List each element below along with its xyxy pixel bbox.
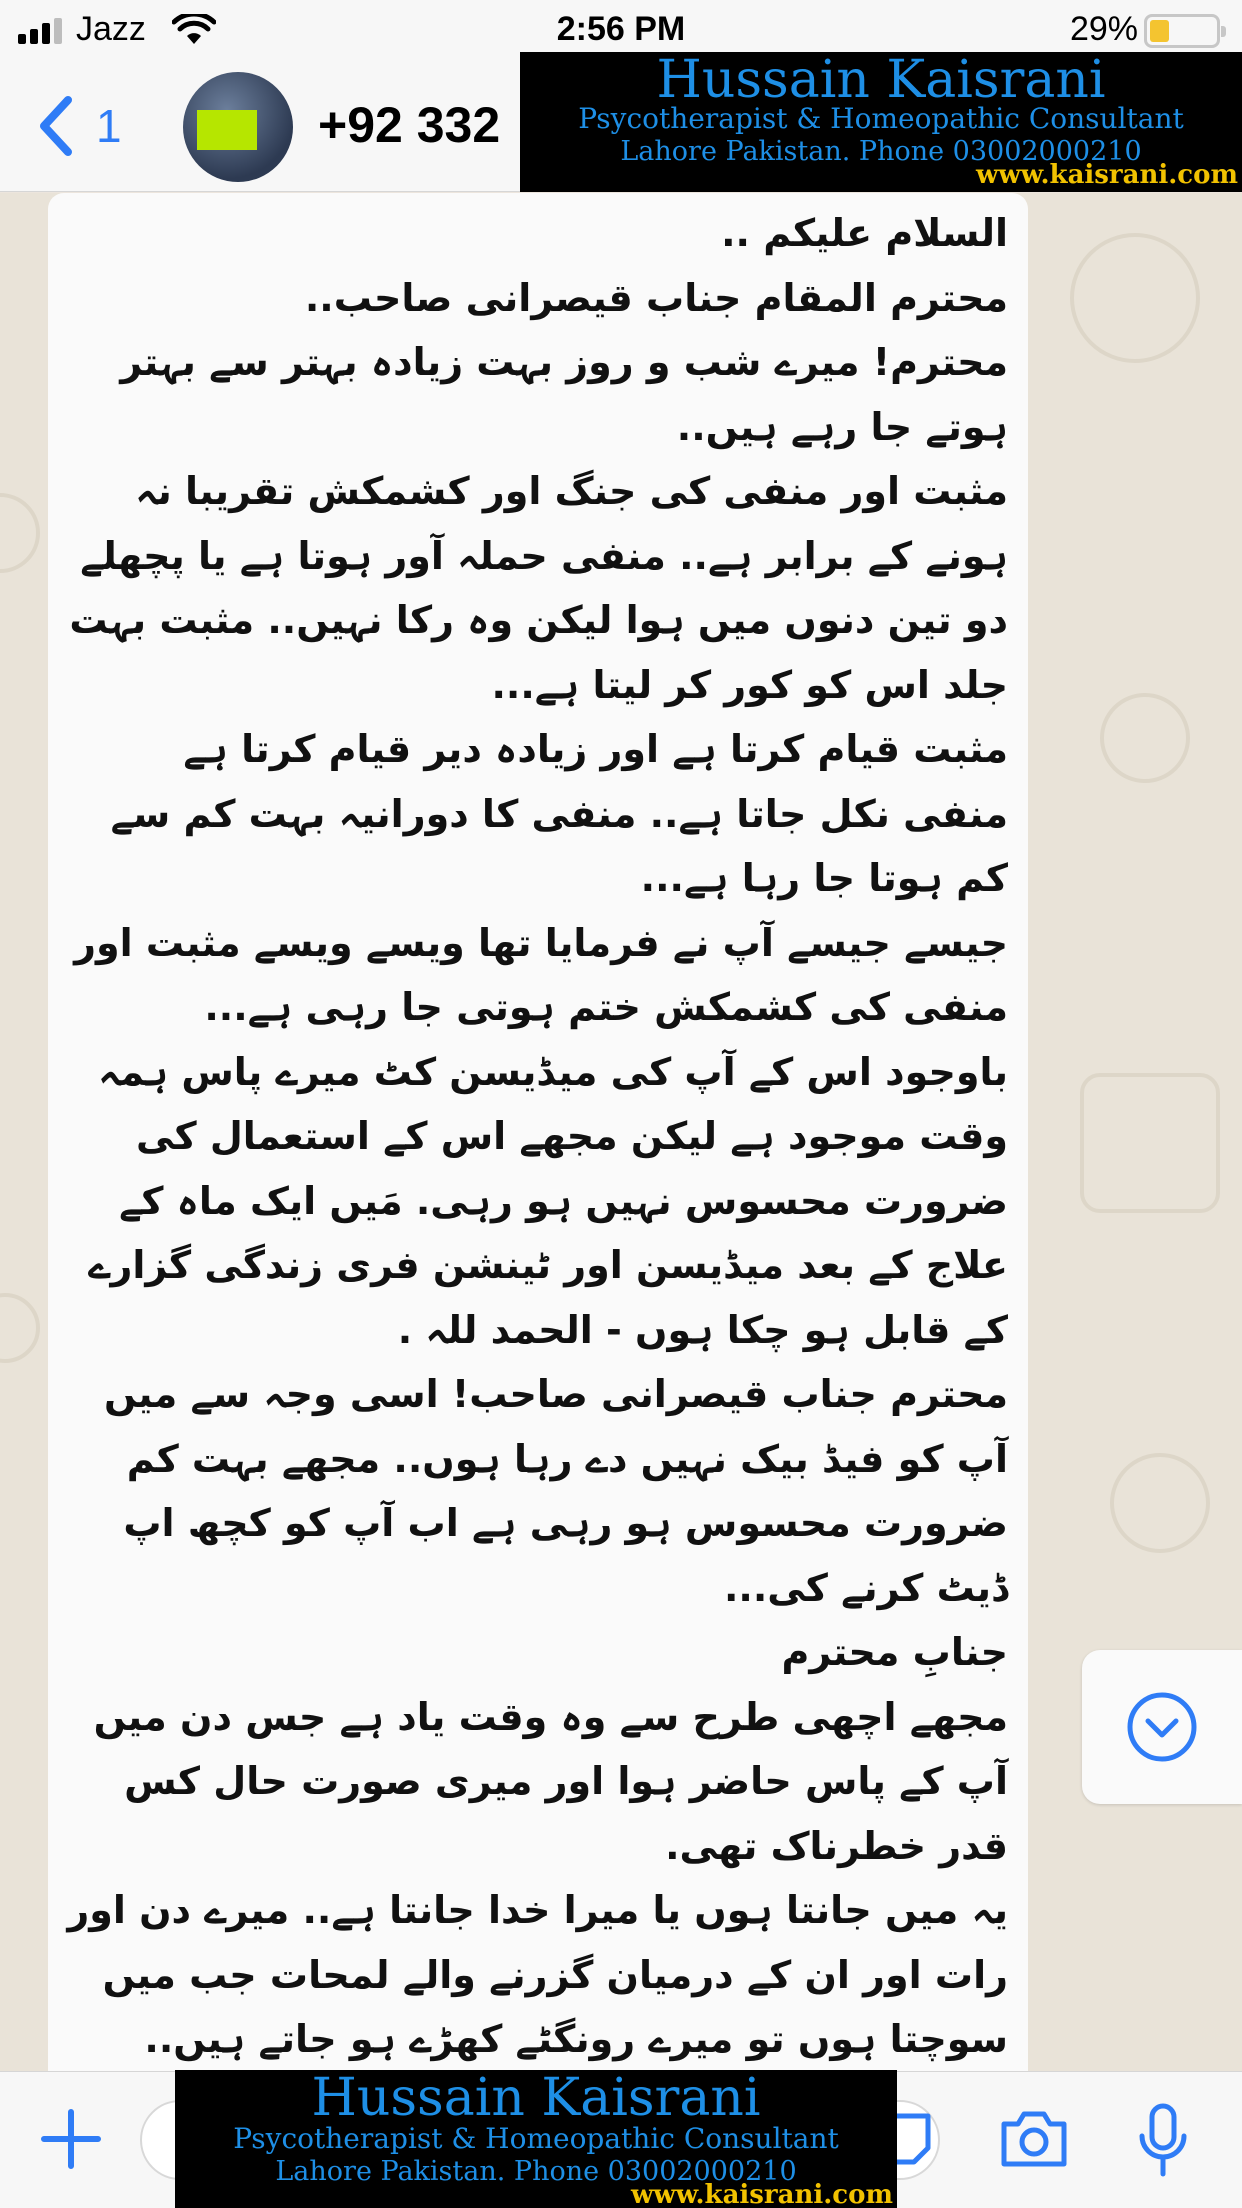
chevron-left-icon (36, 94, 76, 158)
chevron-down-circle-icon (1125, 1690, 1199, 1764)
message-line: باوجود اس کے آپ کی میڈیسن کٹ میرے پاس ہمہ وقت موجود ہے لیکن مجھے اس کے استعمال کی ضرورت محسوس نہیں ہو رہی. مَیں ایک ماہ کے علاج کے بعد میڈیسن اور ٹینشن فری زندگی گزارے کے قابل ہو چکا ہوں - الحمد للہ . (88, 1049, 1008, 1352)
chat-area[interactable] (0, 193, 1242, 2071)
message-line: یہ میں جانتا ہوں یا میرا خدا جانتا ہے.. میرے دن اور رات اور ان کے درمیان گزرنے والے لمحات جب میں سوچتا ہوں تو میرے رونگٹے کھڑے ہو جاتے ہیں.. (67, 1888, 1008, 2061)
message-line: محترم! میرے شب و روز بہت زیادہ بہتر سے بہتر ہوتے جا رہے ہیں.. (120, 340, 1008, 449)
message-line: جیسے جیسے آپ نے فرمایا تھا ویسے ویسے مثبت اور منفی کی کشمکش ختم ہوتی جا رہی ہے... (74, 920, 1008, 1029)
message-line: مثبت اور منفی کی جنگ اور کشمکش تقریبا نہ ہونے کے برابر ہے.. منفی حملہ آور ہوتا ہے یا پچھلے دو تین دنوں میں ہوا لیکن وہ رکا نہیں.. مثبت بہت جلد اس کو کور کر لیتا ہے... (69, 469, 1008, 707)
message-line: محترم جناب قیصرانی صاحب! اسی وجہ سے میں آپ کو فیڈ بیک نہیں دے رہا ہوں.. مجھے بہت کم ضرورت محسوس ہو رہی ہے اب آپ کو کچھ اپ ڈیٹ کرنے کی... (103, 1372, 1008, 1610)
status-bar (0, 0, 1242, 60)
wallpaper-doodle (1070, 233, 1200, 363)
wallpaper-doodle (1110, 1453, 1210, 1553)
watermark-location: Lahore Pakistan. Phone 03002000210 (620, 136, 1142, 167)
wallpaper-doodle (1080, 1073, 1220, 1213)
message-bubble[interactable] (48, 193, 1028, 2071)
wallpaper-doodle (0, 493, 40, 573)
scroll-to-bottom-button[interactable] (1082, 1650, 1242, 1804)
status-time: 2:56 PM (556, 10, 686, 48)
battery-level (1150, 20, 1169, 42)
message-text (66, 201, 1008, 2071)
camera-icon[interactable] (998, 2108, 1070, 2170)
watermark-banner-top (520, 52, 1242, 192)
battery-percent: 29% (1069, 10, 1138, 48)
contact-avatar[interactable] (183, 72, 293, 182)
watermark-url: www.kaisrani.com (975, 160, 1238, 190)
plus-icon[interactable] (40, 2108, 102, 2170)
message-line: جنابِ محترم (781, 1630, 1008, 1674)
watermark-title: Psycotherapist & Homeopathic Consultant (578, 102, 1184, 135)
watermark-banner-bottom (175, 2070, 897, 2208)
battery-icon (1144, 14, 1220, 48)
watermark-name: Hussain Kaisrani (311, 2070, 761, 2128)
message-line: السلام علیکم .. (721, 211, 1008, 255)
unread-count: 1 (96, 100, 122, 152)
watermark-title: Psycotherapist & Homeopathic Consultant (233, 2122, 839, 2155)
watermark-name: Hussain Kaisrani (656, 52, 1106, 110)
message-line: مثبت قیام کرتا ہے اور زیادہ دیر قیام کرتا ہے منفی نکل جاتا ہے.. منفی کا دورانیہ بہت کم سے کم ہوتا جا رہا ہے... (110, 727, 1008, 900)
carrier-name: Jazz (76, 10, 146, 48)
contact-name[interactable]: +92 332 (318, 97, 501, 153)
message-line: محترم المقام جناب قیصرانی صاحب.. (304, 275, 1008, 320)
wallpaper-doodle (1100, 693, 1190, 783)
wallpaper-doodle (0, 1293, 40, 1363)
message-line: مجھے اچھی طرح سے وہ وقت یاد ہے جس دن میں آپ کے پاس حاضر ہوا اور میری صورت حال کس قدر خطرناک تھی. (93, 1694, 1008, 1868)
watermark-location: Lahore Pakistan. Phone 03002000210 (275, 2156, 797, 2187)
microphone-icon[interactable] (1136, 2102, 1190, 2178)
back-button[interactable] (36, 94, 122, 158)
watermark-url: www.kaisrani.com (630, 2180, 893, 2208)
